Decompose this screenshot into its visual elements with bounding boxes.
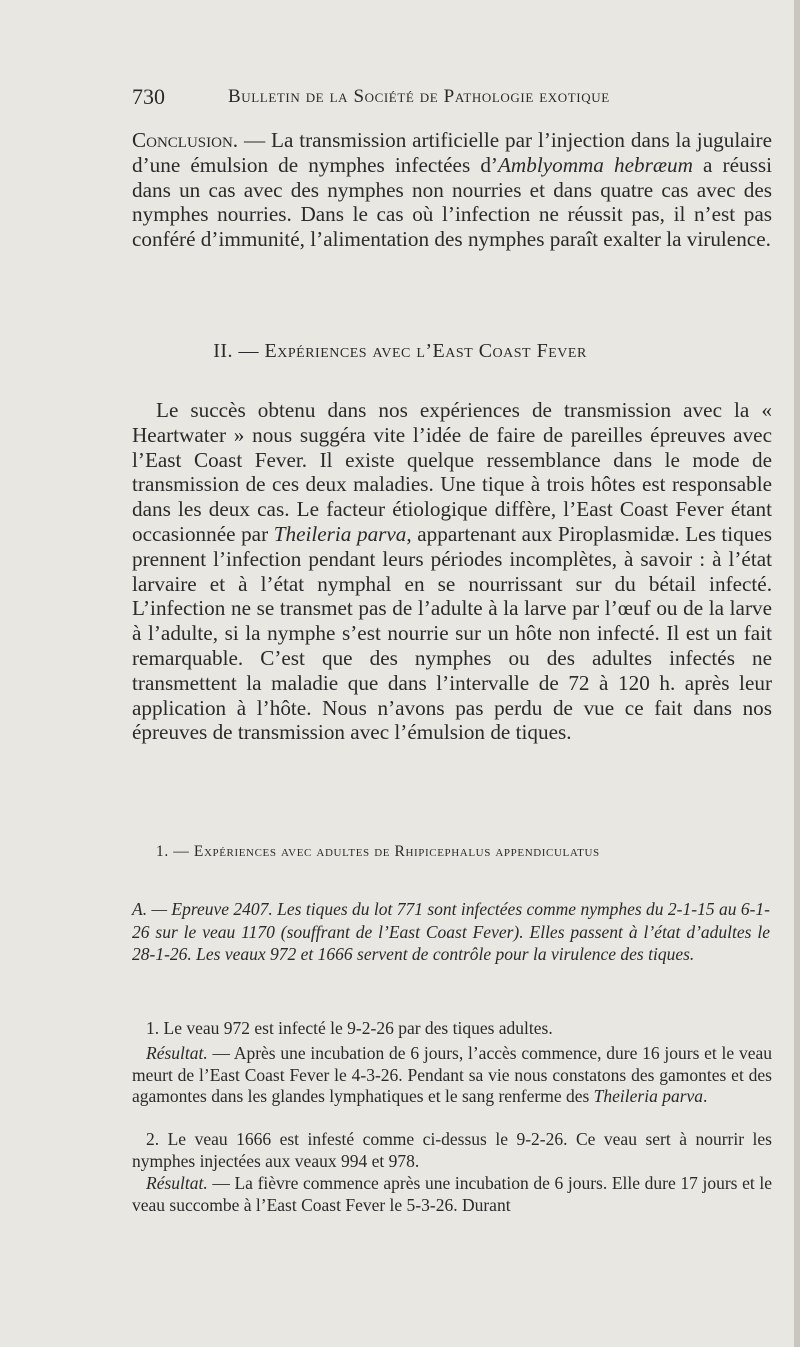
result-dash: — — [207, 1043, 234, 1063]
species-amblyomma: Amblyomma — [497, 152, 604, 177]
result-paragraph-2 — [132, 1173, 772, 1216]
page-number: 730 — [132, 84, 165, 109]
species-hebraeum: hebræum — [614, 152, 693, 177]
page-edge — [794, 0, 800, 1347]
page-header — [132, 84, 772, 114]
result-text-1: Après une incubation de 6 jours, l’accès commence, dure 16 jours et le veau meurt de l’East Coast Fever le 4-3-26. Pendant sa vie nous constatons des gamontes et des agamontes dans les glandes lymphatiques et le sang renferme des — [132, 1043, 772, 1106]
para-text-2: , appartenant aux Piroplasmidæ. Les tiques prennent l’infection pendant leurs périodes incomplètes, à savoir : à l’état larvaire et à l’état nymphal en se nourrissant sur du bétail infecté. L’infection ne se transmet pas de l’adulte à la larve par l’œuf ou de la larve à l’adulte, si la nymphe s’est nourrie sur un hôte non infecté. Il est un fait remarquable. C’est que des nymphes ou des adultes infectés ne transmettent la maladie que dans l’intervalle de 72 à 120 h. après leur application à l’hôte. Nous n’avons pas perdu de vue ce fait dans nos épreuves de transmission avec l’émulsion de tiques. — [132, 521, 772, 745]
result-item-2: 2. Le veau 1666 est infesté comme ci-dessus le 9-2-26. Ce veau sert à nourrir les nymphes injectées aux veaux 994 et 978. — [132, 1129, 772, 1171]
experiment-description: A. — Epreuve 2407. Les tiques du lot 771 sont infectées comme nymphes du 2-1-15 au 6-1-26 sur le veau 1170 (souffrant de l’East Coast Fever). Elles passent à l’état d’adultes le 28-1-26. Les veaux 972 et 1666 servent de contrôle pour la virulence des tiques. — [132, 899, 770, 964]
conclusion-text-2: a réussi dans un cas avec des nymphes non nourries et dans quatre cas avec des nymphes nourries. Dans le cas où l’infection ne réussit pas, il n’est pas conféré d’immunité, l’alimentation des nymphes paraît exalter la virulence. — [132, 152, 772, 252]
result-dash-2: — — [207, 1173, 235, 1193]
para-text-1: Le succès obtenu dans nos expériences de transmission avec la « Heartwater » nous suggéra vite l’idée de faire de pareilles épreuves avec l’East Coast Fever. Il existe quelque ressemblance dans le mode de transmission de ces deux maladies. Une tique à trois hôtes est responsable dans les deux cas. Le facteur étiologique diffère, l’East Coast Fever étant occasionnée par — [132, 398, 772, 546]
subsection-heading: 1. — Expériences avec adultes de Rhipicephalus appendiculatus — [156, 843, 600, 860]
period: . — [703, 1086, 708, 1106]
result-item-1: 1. Le veau 972 est infecté le 9-2-26 par des tiques adultes. — [146, 1018, 553, 1038]
result-paragraph-1 — [132, 1043, 772, 1108]
species-theileria: Theileria parva — [273, 521, 407, 546]
section-heading: II. — Expériences avec l’East Coast Fever — [213, 340, 587, 362]
body-paragraph — [132, 398, 772, 745]
conclusion-label: Conclusion. — [132, 128, 239, 152]
result-label-2: Résultat. — [146, 1173, 208, 1193]
running-title: Bulletin de la Société de Pathologie exotique — [228, 86, 610, 107]
conclusion-text-1: La transmission artificielle par l’injection dans la jugulaire d’une émulsion de nymphes infectées d’ — [132, 128, 773, 177]
space — [604, 153, 614, 177]
result-text-2: La fièvre commence après une incubation de 6 jours. Elle dure 17 jours et le veau succombe à l’East Coast Fever le 5-3-26. Durant — [132, 1173, 772, 1215]
result-label: Résultat. — [146, 1043, 208, 1063]
conclusion-dash: — — [238, 128, 271, 152]
species-theileria-2: Theileria parva — [593, 1086, 704, 1106]
conclusion-paragraph — [132, 128, 772, 252]
